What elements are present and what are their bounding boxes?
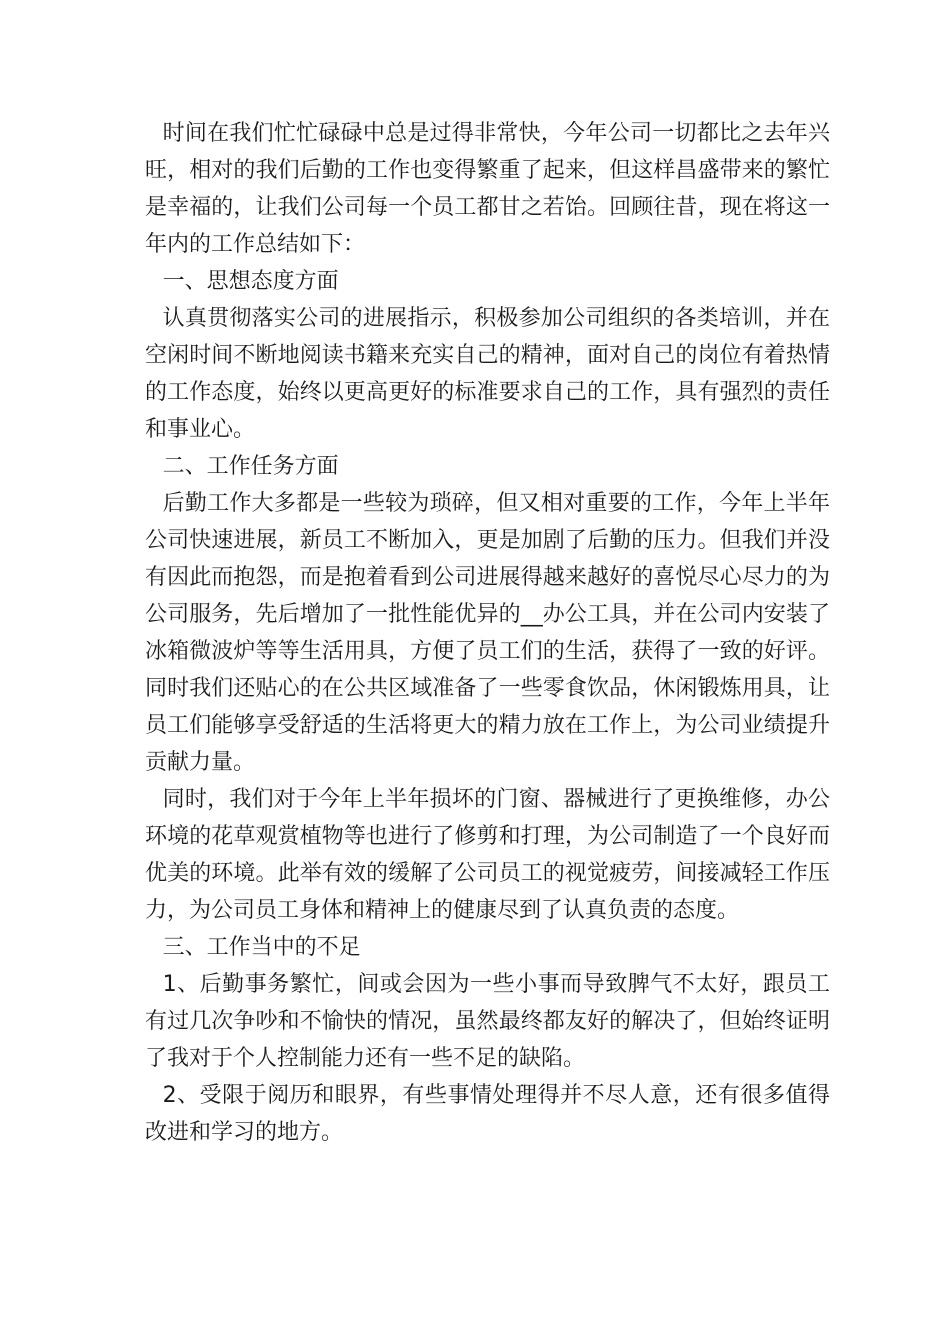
attitude-paragraph: 认真贯彻落实公司的进展指示，积极参加公司组织的各类培训，并在空闲时间不断地阅读书籍来充实自己的精神，面对自己的岗位有着热情的工作态度，始终以更高更好的标准要求自己的工作，具有强烈的责任和事业心。: [145, 306, 830, 442]
intro-paragraph: 时间在我们忙忙碌碌中总是过得非常快，今年公司一切都比之去年兴旺，相对的我们后勤的工作也变得繁重了起来，但这样昌盛带来的繁忙是幸福的，让我们公司每一个员工都甘之若饴。回顾往昔，现在将这一年内的工作总结如下：: [145, 121, 830, 257]
shortcoming-item-1: 1、后勤事务繁忙，间或会因为一些小事而导致脾气不太好，跟员工有过几次争吵和不愉快的情况，虽然最终都友好的解决了，但始终证明了我对于个人控制能力还有一些不足的缺陷。: [145, 972, 830, 1071]
shortcoming-item-2: 2、受限于阅历和眼界，有些事情处理得并不尽人意，还有很多值得改进和学习的地方。: [145, 1083, 830, 1145]
section-heading-tasks: 二、工作任务方面: [162, 454, 339, 479]
tasks-paragraph: 后勤工作大多都是一些较为琐碎，但又相对重要的工作，今年上半年公司快速进展，新员工不断加入，更是加剧了后勤的压力。但我们并没有因此而抱怨，而是抱着看到公司进展得越来越好的喜悦尽心尽力的为公司服务，先后增加了一批性能优异的__办公工具，并在公司内安装了冰箱微波炉等等生活用具，方便了员工们的生活，获得了一致的好评。同时我们还贴心的在公共区域准备了一些零食饮品，休闲锻炼用具，让员工们能够享受舒适的生活将更大的精力放在工作上，为公司业绩提升贡献力量。: [145, 491, 830, 775]
maintenance-paragraph: 同时，我们对于今年上半年损坏的门窗、器械进行了更换维修，办公环境的花草观赏植物等也进行了修剪和打理，为公司制造了一个良好而优美的环境。此举有效的缓解了公司员工的视觉疲劳，间接减轻工作压力，为公司员工身体和精神上的健康尽到了认真负责的态度。: [145, 787, 830, 923]
section-heading-attitude: 一、思想态度方面: [162, 269, 339, 294]
section-heading-shortcomings: 三、工作当中的不足: [162, 935, 361, 960]
document-body: [145, 115, 830, 1151]
